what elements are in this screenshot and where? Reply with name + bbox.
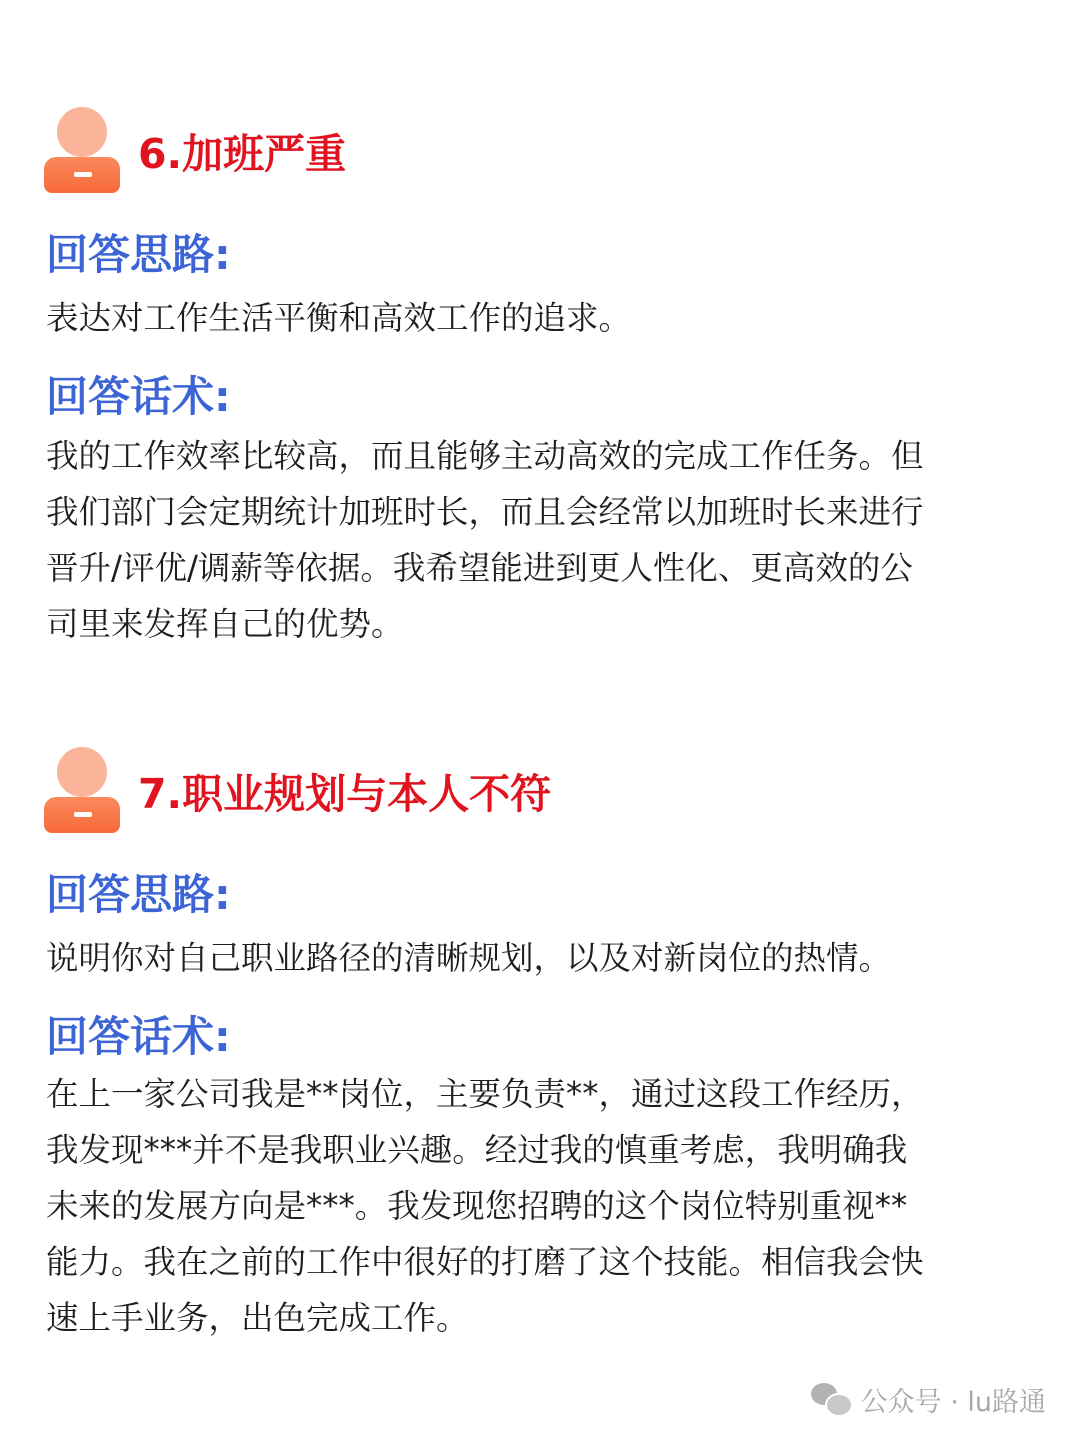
answer-idea-text: [46, 930, 996, 986]
text-line: 司里来发挥自己的优势。: [46, 605, 404, 643]
text-line: 晋升/评优/调薪等依据。我希望能进到更人性化、更高效的公: [46, 549, 913, 587]
text-line: 未来的发展方向是***。我发现您招聘的这个岗位特别重视**: [46, 1187, 908, 1225]
section-header: [44, 106, 346, 194]
text-line: 我的工作效率比较高，而且能够主动高效的完成工作任务。但: [46, 437, 924, 475]
section-title: 6.加班严重: [138, 129, 347, 178]
person-icon: [44, 747, 120, 833]
section-title: 7.职业规划与本人不符: [138, 769, 552, 818]
text-line: 在上一家公司我是**岗位，主要负责**，通过这段工作经历，: [46, 1075, 924, 1113]
text-line: 表达对工作生活平衡和高效工作的追求。: [46, 299, 632, 337]
section-header: [44, 746, 551, 834]
text-line: 我们部门会定期统计加班时长，而且会经常以加班时长来进行: [46, 493, 924, 531]
text-line: 说明你对自己职业路径的清晰规划，以及对新岗位的热情。: [46, 939, 892, 977]
text-line: 我发现***并不是我职业兴趣。经过我的慎重考虑，我明确我: [46, 1131, 908, 1169]
watermark-text: 公众号 · lu路通: [860, 1387, 1046, 1418]
watermark: [811, 1380, 1046, 1419]
answer-idea-text: [46, 290, 996, 346]
answer-script-text: [46, 1066, 996, 1346]
person-icon: [44, 107, 120, 193]
answer-idea-heading: 回答思路:: [46, 230, 231, 279]
answer-script-heading: 回答话术:: [46, 1012, 231, 1061]
answer-idea-heading: 回答思路:: [46, 870, 231, 919]
answer-script-heading: 回答话术:: [46, 372, 231, 421]
answer-script-text: [46, 428, 996, 652]
text-line: 能力。我在之前的工作中很好的打磨了这个技能。相信我会快: [46, 1243, 924, 1281]
text-line: 速上手业务，出色完成工作。: [46, 1299, 469, 1337]
wechat-icon: [811, 1383, 851, 1417]
